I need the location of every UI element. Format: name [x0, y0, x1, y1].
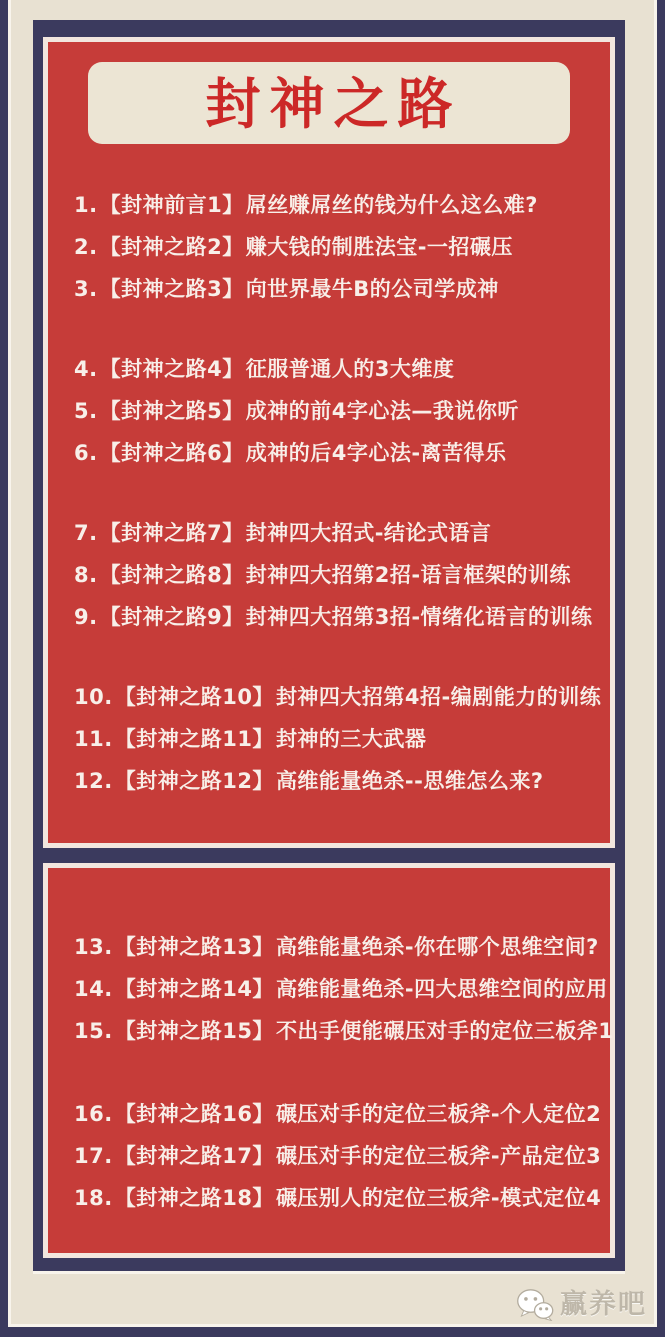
- item-tag: 【封神之路16】: [114, 1102, 274, 1126]
- wechat-icon: [516, 1288, 554, 1321]
- item-tag: 【封神之路2】: [99, 235, 244, 259]
- item-tag: 【封神之路7】: [99, 521, 244, 545]
- item-number: 5.: [74, 399, 98, 423]
- item-number: 16.: [74, 1102, 113, 1126]
- list-item: [74, 926, 610, 968]
- lesson-group: [74, 184, 610, 310]
- item-tag: 【封神之路10】: [114, 685, 274, 709]
- lesson-group: [74, 1093, 610, 1219]
- item-number: 4.: [74, 357, 98, 381]
- item-number: 14.: [74, 977, 113, 1001]
- list-item: [74, 184, 610, 226]
- item-tag: 【封神之路13】: [114, 935, 274, 959]
- item-title: 高维能量绝杀--思维怎么来?: [275, 769, 544, 793]
- item-tag: 【封神之路6】: [99, 441, 244, 465]
- item-title: 封神四大招第4招-编剧能力的训练: [275, 685, 602, 709]
- item-title: 封神四大招式-结论式语言: [245, 521, 492, 545]
- lesson-group: [74, 676, 610, 802]
- item-number: 8.: [74, 563, 98, 587]
- item-number: 9.: [74, 605, 98, 629]
- item-title: 成神的后4字心法-离苦得乐: [245, 441, 507, 465]
- item-number: 1.: [74, 193, 98, 217]
- item-tag: 【封神之路8】: [99, 563, 244, 587]
- lesson-group: [74, 348, 610, 474]
- list-item: [74, 676, 610, 718]
- item-number: 6.: [74, 441, 98, 465]
- item-tag: 【封神之路9】: [99, 605, 244, 629]
- item-title: 向世界最牛B的公司学成神: [245, 277, 499, 301]
- item-number: 12.: [74, 769, 113, 793]
- item-tag: 【封神之路12】: [114, 769, 274, 793]
- page-title: 封神之路: [205, 70, 462, 136]
- panel-top: [43, 37, 615, 848]
- list-item: [74, 760, 610, 802]
- list-item: [74, 390, 610, 432]
- item-title: 赚大钱的制胜法宝-一招碾压: [245, 235, 513, 259]
- item-title: 碾压对手的定位三板斧-产品定位3: [275, 1144, 602, 1168]
- list-item: [74, 268, 610, 310]
- list-item: [74, 512, 610, 554]
- item-title: 高维能量绝杀-你在哪个思维空间?: [275, 935, 599, 959]
- item-number: 2.: [74, 235, 98, 259]
- item-tag: 【封神之路15】: [114, 1019, 274, 1043]
- item-tag: 【封神之路5】: [99, 399, 244, 423]
- watermark: [516, 1286, 647, 1322]
- list-item: [74, 432, 610, 474]
- item-tag: 【封神前言1】: [99, 193, 244, 217]
- list-item: [74, 1135, 610, 1177]
- item-number: 17.: [74, 1144, 113, 1168]
- item-title: 碾压别人的定位三板斧-模式定位4: [275, 1186, 602, 1210]
- list-item: [74, 1010, 614, 1052]
- item-title: 高维能量绝杀-四大思维空间的应用: [275, 977, 608, 1001]
- list-item: [74, 596, 610, 638]
- item-tag: 【封神之路11】: [114, 727, 274, 751]
- lesson-group: [74, 926, 614, 1052]
- item-number: 15.: [74, 1019, 113, 1043]
- item-tag: 【封神之路14】: [114, 977, 274, 1001]
- item-number: 3.: [74, 277, 98, 301]
- item-number: 7.: [74, 521, 98, 545]
- item-number: 10.: [74, 685, 113, 709]
- item-number: 13.: [74, 935, 113, 959]
- item-title: 封神的三大武器: [275, 727, 427, 751]
- lesson-list-top: [48, 184, 610, 802]
- list-item: [74, 554, 610, 596]
- item-tag: 【封神之路4】: [99, 357, 244, 381]
- item-title: 不出手便能碾压对手的定位三板斧1: [275, 1019, 614, 1043]
- item-number: 18.: [74, 1186, 113, 1210]
- list-item: [74, 1177, 610, 1219]
- title-box: [88, 62, 570, 144]
- item-number: 11.: [74, 727, 113, 751]
- panel-bottom: [43, 863, 615, 1258]
- lesson-group: [74, 512, 610, 638]
- lesson-list-bottom: [48, 926, 614, 1219]
- item-title: 成神的前4字心法—我说你听: [245, 399, 519, 423]
- item-title: 征服普通人的3大维度: [245, 357, 455, 381]
- item-title: 屌丝赚屌丝的钱为什么这么难?: [245, 193, 538, 217]
- item-tag: 【封神之路17】: [114, 1144, 274, 1168]
- list-item: [74, 718, 610, 760]
- item-title: 碾压对手的定位三板斧-个人定位2: [275, 1102, 602, 1126]
- watermark-text: 赢养吧: [560, 1288, 647, 1320]
- list-item: [74, 968, 610, 1010]
- item-title: 封神四大招第2招-语言框架的训练: [245, 563, 572, 587]
- item-tag: 【封神之路18】: [114, 1186, 274, 1210]
- list-item: [74, 348, 610, 390]
- item-title: 封神四大招第3招-情绪化语言的训练: [245, 605, 593, 629]
- list-item: [74, 226, 610, 268]
- item-tag: 【封神之路3】: [99, 277, 244, 301]
- navy-frame: [33, 20, 625, 1271]
- list-item: [74, 1093, 610, 1135]
